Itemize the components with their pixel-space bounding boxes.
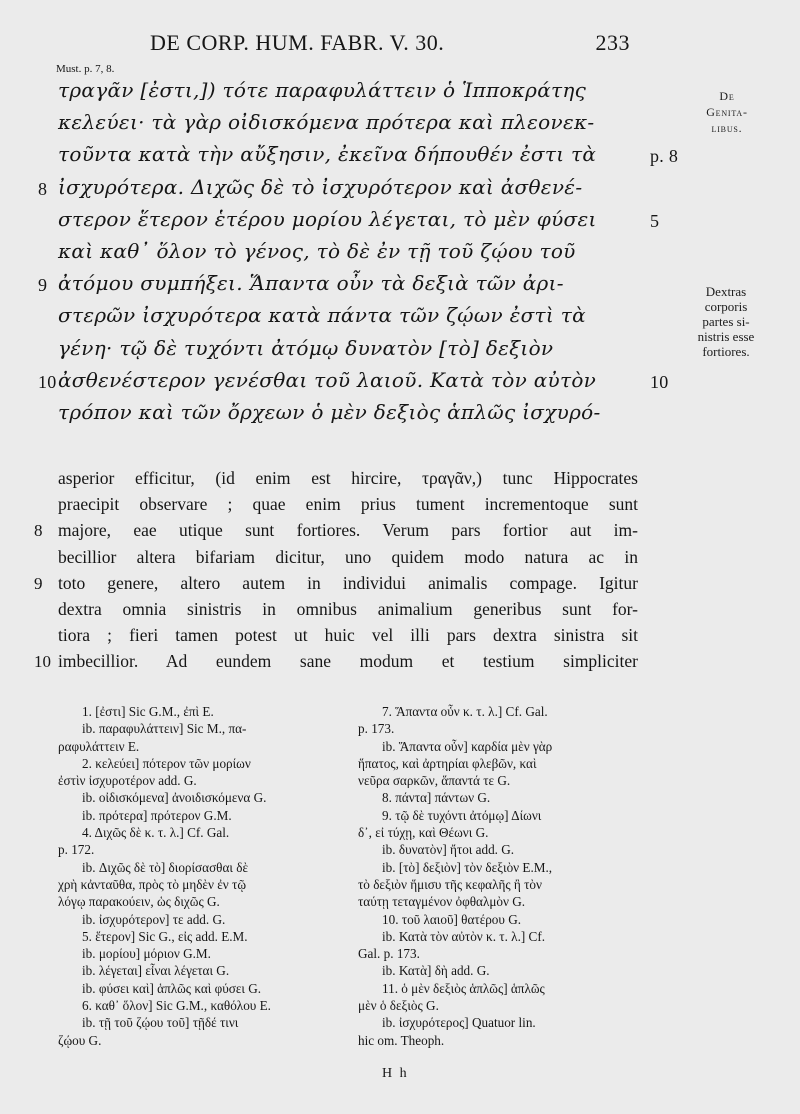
note-line: 2. κελεύει] πότερον τῶν μορίων xyxy=(82,755,251,771)
line-number-left: 10 xyxy=(34,652,51,672)
greek-line-text: ἀσθενέστερον γενέσθαι τοῦ λαιοῦ. Κατὰ τὸν αὐτὸν xyxy=(58,367,597,392)
notes-column-left xyxy=(58,703,358,1049)
note-line: ζῴου G. xyxy=(58,1032,102,1048)
note-line: ib. πρότερα] πρότερον G.M. xyxy=(82,807,232,823)
notes-column-right xyxy=(358,703,658,1049)
greek-line xyxy=(58,78,638,114)
note-line: ib. λέγεται] εἶναι λέγεται G. xyxy=(82,963,230,979)
side-note-line: nistris esse xyxy=(697,329,755,344)
latin-line-text: becillior altera bifariam dicitur, uno quidem modo natura ac in xyxy=(58,546,638,567)
note-line: hic om. Theoph. xyxy=(358,1032,445,1048)
greek-line-text: ἰσχυρότερα. Διχῶς δὲ τὸ ἰσχυρότερον καὶ ἀσθενέ- xyxy=(58,174,583,199)
note-line: 6. καθ᾽ ὅλον] Sic G.M., καθόλου E. xyxy=(82,998,271,1014)
note-line: ib. [τὸ] δεξιὸν] τὸν δεξιὸν E.M., xyxy=(382,859,553,875)
latin-line xyxy=(58,494,638,520)
side-note-line: Dextras xyxy=(705,284,747,299)
greek-line xyxy=(38,271,638,307)
line-number-right: 10 xyxy=(650,371,669,392)
latin-line-text: majore, eae utique sunt fortiores. Verum pars fortior aut im- xyxy=(58,520,638,541)
latin-line xyxy=(58,547,638,573)
greek-line-text: στερῶν ἰσχυρότερα κατὰ πάντα τῶν ζῴων ἐστὶ τὰ xyxy=(58,303,586,328)
line-number-left: 10 xyxy=(38,371,57,392)
note-line: μὲν ὁ δεξιὸς G. xyxy=(358,998,439,1014)
greek-line-text: τραγᾶν [ἐστι,]) τότε παραφυλάττειν ὁ Ἱπποκράτης xyxy=(58,78,587,102)
latin-line xyxy=(58,599,638,625)
note-line: 7. Ἅπαντα οὖν κ. τ. λ.] Cf. Gal. xyxy=(382,704,548,719)
side-heading-de-genitalibus xyxy=(672,88,782,136)
note-line: ib. οἰδισκόμενα] ἀνοιδισκόμενα G. xyxy=(82,790,267,806)
greek-line-text: τρόπον καὶ τῶν ὄρχεων ὁ μὲν δεξιὸς ἁπλῶς ἰσχυρό- xyxy=(58,400,601,424)
note-line: 4. Διχῶς δὲ κ. τ. λ.] Cf. Gal. xyxy=(82,825,230,841)
latin-line xyxy=(34,651,638,677)
side-note-line: fortiores. xyxy=(702,344,750,359)
greek-line xyxy=(58,303,638,339)
latin-line-text: tiora ; fieri tamen potest ut huic vel illi pars dextra sinistra sit xyxy=(58,625,638,646)
running-title: DE CORP. HUM. FABR. V. 30. xyxy=(150,30,445,55)
latin-line-text: imbecillior. Ad eundem sane modum et testium simpliciter xyxy=(58,651,638,672)
note-line: ib. φύσει καὶ] ἁπλῶς καὶ φύσει G. xyxy=(82,980,262,996)
note-line: δ᾽, εἰ τύχῃ, καὶ Θέωνι G. xyxy=(358,825,489,841)
greek-line-text: ἀτόμου συμπήξει. Ἅπαντα οὖν τὰ δεξιὰ τῶν ἀρι- xyxy=(58,271,564,296)
latin-line-text: praecipit observare ; quae enim prius tument incrementoque sunt xyxy=(58,494,638,515)
note-line: 10. τοῦ λαιοῦ] θατέρου G. xyxy=(382,911,522,927)
source-reference: Must. p. 7, 8. xyxy=(56,63,115,75)
side-note-line: partes si- xyxy=(702,314,750,329)
line-number-left: 8 xyxy=(34,521,43,541)
greek-line-text: στερον ἕτερον ἑτέρου μορίου λέγεται, τὸ μὲν φύσει xyxy=(58,206,597,231)
greek-line-text: γένη· τῷ δὲ τυχόντι ἀτόμῳ δυνατὸν [τὸ] δεξιὸν xyxy=(58,335,554,360)
greek-line xyxy=(58,239,638,275)
latin-line-text: dextra omnia sinistris in omnibus animalium generibus sunt for- xyxy=(58,599,638,619)
note-line: 11. ὁ μὲν δεξιὸς ἁπλῶς] ἁπλῶς xyxy=(382,980,545,996)
latin-line-text: toto genere, altero autem in individui animalis compage. Igitur xyxy=(58,572,638,593)
note-line: χρὴ κἀνταῦθα, πρὸς τὸ μηδὲν ἐν τῷ xyxy=(58,876,246,892)
note-line: 9. τῷ δὲ τυχόντι ἀτόμῳ] Δίωνι xyxy=(382,807,542,823)
note-line: ib. Διχῶς δὲ τὸ] διορίσασθαι δὲ xyxy=(82,859,248,875)
note-line: νεῦρα σαρκῶν, ἅπαντά τε G. xyxy=(358,773,511,789)
side-heading-line: De xyxy=(719,89,735,103)
note-line: ib. Ἅπαντα οὖν] καρδία μὲν γὰρ xyxy=(382,738,553,754)
note-line: p. 173. xyxy=(358,721,395,737)
note-line: 8. πάντα] πάντων G. xyxy=(382,790,491,806)
signature-mark: H h xyxy=(382,1066,409,1081)
side-heading-line: libus. xyxy=(711,121,743,135)
side-note-dextras xyxy=(676,284,776,359)
page-number: 233 xyxy=(595,30,630,55)
note-line: 1. [ἐστι] Sic G.M., ἐπὶ E. xyxy=(82,704,214,719)
note-line: ib. μορίου] μόριον G.M. xyxy=(82,946,211,962)
line-number-left: 9 xyxy=(34,573,43,593)
running-head xyxy=(150,30,630,60)
note-line: ραφυλάττειν E. xyxy=(58,738,140,754)
line-number-left: 9 xyxy=(38,275,48,296)
note-line: ib. Κατὰ] δὴ add. G. xyxy=(382,963,490,979)
note-line: ταύτῃ τεταγμένον ὀφθαλμὸν G. xyxy=(358,894,526,910)
greek-line xyxy=(58,142,679,178)
latin-line xyxy=(34,520,638,546)
note-line: ib. Κατὰ τὸν αὐτὸν κ. τ. λ.] Cf. xyxy=(382,928,546,944)
latin-line-text: asperior efficitur, (id enim est hircire, τραγᾶν,) tunc Hippocrates xyxy=(58,468,638,488)
side-heading-line: Genita- xyxy=(706,105,748,119)
note-line: p. 172. xyxy=(58,842,95,858)
note-line: τὸ δεξιὸν ἥμισυ τῆς κεφαλῆς ἢ τὸν xyxy=(358,876,542,892)
note-line: Gal. p. 173. xyxy=(358,946,420,962)
note-line: λόγῳ παρακούειν, ὡς διχῶς G. xyxy=(58,894,220,910)
note-line: ἥπατος, καὶ ἀρτηρίαι φλεβῶν, καὶ xyxy=(358,755,537,771)
note-line: ib. δυνατὸν] ἤτοι add. G. xyxy=(382,842,515,858)
greek-line xyxy=(58,336,638,372)
note-line: ib. ἰσχυρότερος] Quatuor lin. xyxy=(382,1015,536,1031)
greek-line xyxy=(58,400,638,436)
greek-line xyxy=(58,110,638,146)
line-number-left: 8 xyxy=(38,178,48,199)
greek-line-text: καὶ καθ᾽ ὅλον τὸ γένος, τὸ δὲ ἐν τῇ τοῦ ζῴου τοῦ xyxy=(58,239,576,263)
greek-line-text: κελεύει· τὰ γὰρ οἰδισκόμενα πρότερα καὶ πλεονεκ- xyxy=(58,110,595,135)
latin-line xyxy=(34,572,638,599)
side-note-line: corporis xyxy=(704,299,748,314)
line-number-right: 5 xyxy=(650,210,660,231)
greek-line xyxy=(38,174,638,211)
note-line: ib. ἰσχυρότερον] τε add. G. xyxy=(82,911,226,927)
note-line: ἐστὶν ἰσχυροτέρον add. G. xyxy=(58,773,197,789)
greek-line xyxy=(38,367,669,404)
note-line: ib. παραφυλάττειν] Sic M., πα- xyxy=(82,721,247,737)
note-line: 5. ἕτερον] Sic G., εἰς add. E.M. xyxy=(82,928,248,944)
latin-line xyxy=(58,468,638,494)
note-line: ib. τῇ τοῦ ζῴου τοῦ] τῇδέ τινι xyxy=(82,1015,239,1031)
line-number-right: p. 8 xyxy=(650,146,679,167)
latin-line xyxy=(58,625,638,651)
greek-line-text: τοῦντα κατὰ τὴν αὔξησιν, ἐκεῖνα δήπουθέν ἐστι τὰ xyxy=(58,142,597,167)
greek-line xyxy=(58,206,660,243)
